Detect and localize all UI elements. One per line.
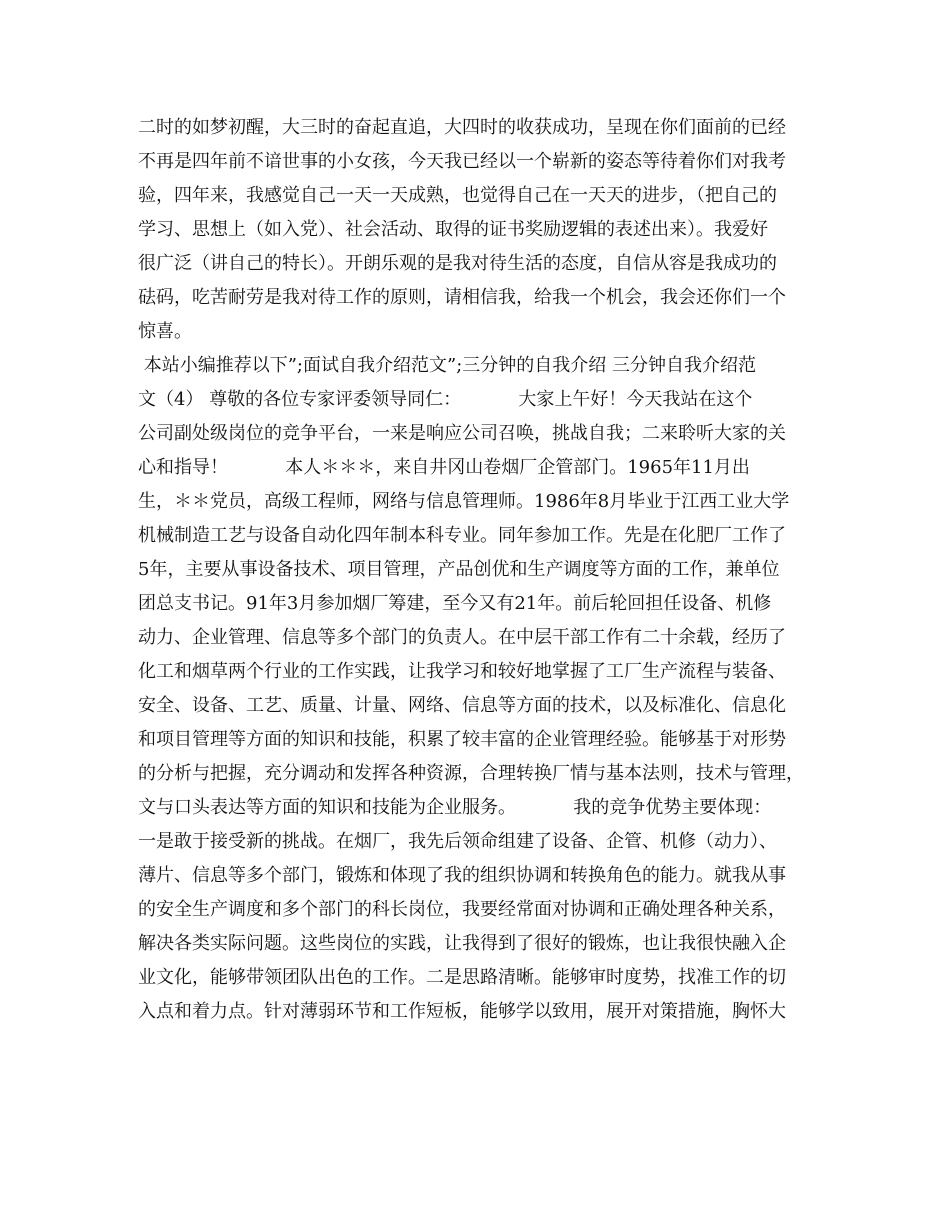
text-line: 砝码，吃苦耐劳是我对待工作的原则，请相信我，给我一个机会，我会还你们一个	[138, 287, 786, 308]
text-line: 和项目管理等方面的知识和技能，积累了较丰富的企业管理经验。能够基于对形势	[138, 729, 786, 750]
text-line: 业文化，能够带领团队出色的工作。二是思路清晰。能够审时度势，找准工作的切	[138, 967, 786, 988]
text-line: 不再是四年前不谙世事的小女孩，今天我已经以一个崭新的姿态等待着你们对我考	[138, 151, 786, 172]
text-line: 惊喜。	[138, 321, 192, 342]
text-line: 解决各类实际问题。这些岗位的实践，让我得到了很好的锻炼，也让我很快融入企	[138, 933, 786, 954]
text-line: 化工和烟草两个行业的工作实践，让我学习和较好地掌握了工厂生产流程与装备、	[138, 661, 786, 682]
text-line: 的分析与把握，充分调动和发挥各种资源，合理转换厂情与基本法则，技术与管理，	[138, 763, 804, 784]
text-line: 的安全生产调度和多个部门的科长岗位，我要经常面对协调和正确处理各种关系，	[138, 899, 786, 920]
text-line: 验，四年来，我感觉自己一天一天成熟，也觉得自己在一天天的进步，（把自己的	[138, 185, 777, 206]
text-line: 机械制造工艺与设备自动化四年制本科专业。同年参加工作。先是在化肥厂工作了	[138, 525, 786, 546]
text-line: 入点和着力点。针对薄弱环节和工作短板，能够学以致用，展开对策措施，胸怀大	[138, 1001, 786, 1022]
text-line: 团总支书记。91年3月参加烟厂筹建，至今又有21年。前后轮回担任设备、机修	[138, 593, 772, 614]
text-line: 二时的如梦初醒，大三时的奋起直追，大四时的收获成功，呈现在你们面前的已经	[138, 117, 786, 138]
text-line: 本站小编推荐以下”;面试自我介绍范文”;三分钟的自我介绍 三分钟自我介绍范	[138, 355, 756, 376]
text-line: 生，＊＊党员，高级工程师，网络与信息管理师。1986年8月毕业于江西工业大学	[138, 491, 790, 512]
body-text	[138, 111, 828, 1029]
text-line: 一是敢于接受新的挑战。在烟厂，我先后领命组建了设备、企管、机修（动力）、	[138, 831, 777, 852]
text-line: 安全、设备、工艺、质量、计量、网络、信息等方面的技术，以及标准化、信息化	[138, 695, 786, 716]
text-line: 文与口头表达等方面的知识和技能为企业服务。 我的竞争优势主要体现：	[138, 797, 772, 818]
text-line: 动力、企业管理、信息等多个部门的负责人。在中层干部工作有二十余载，经历了	[138, 627, 786, 648]
text-line: 公司副处级岗位的竞争平台，一来是响应公司召唤，挑战自我；二来聆听大家的关	[138, 423, 786, 444]
text-line: 薄片、信息等多个部门，锻炼和体现了我的组织协调和转换角色的能力。就我从事	[138, 865, 786, 886]
text-line: 学习、思想上（如入党）、社会活动、取得的证书奖励逻辑的表述出来）。我爱好	[138, 219, 768, 240]
text-line: 文（4） 尊敬的各位专家评委领导同仁： 大家上午好！今天我站在这个	[138, 389, 753, 410]
text-line: 很广泛（讲自己的特长）。开朗乐观的是我对待生活的态度，自信从容是我成功的	[138, 253, 777, 274]
text-line: 心和指导！ 本人＊＊＊，来自井冈山卷烟厂企管部门。1965年11月出	[138, 457, 750, 478]
text-line: 5年，主要从事设备技术、项目管理，产品创优和生产调度等方面的工作，兼单位	[138, 559, 780, 580]
